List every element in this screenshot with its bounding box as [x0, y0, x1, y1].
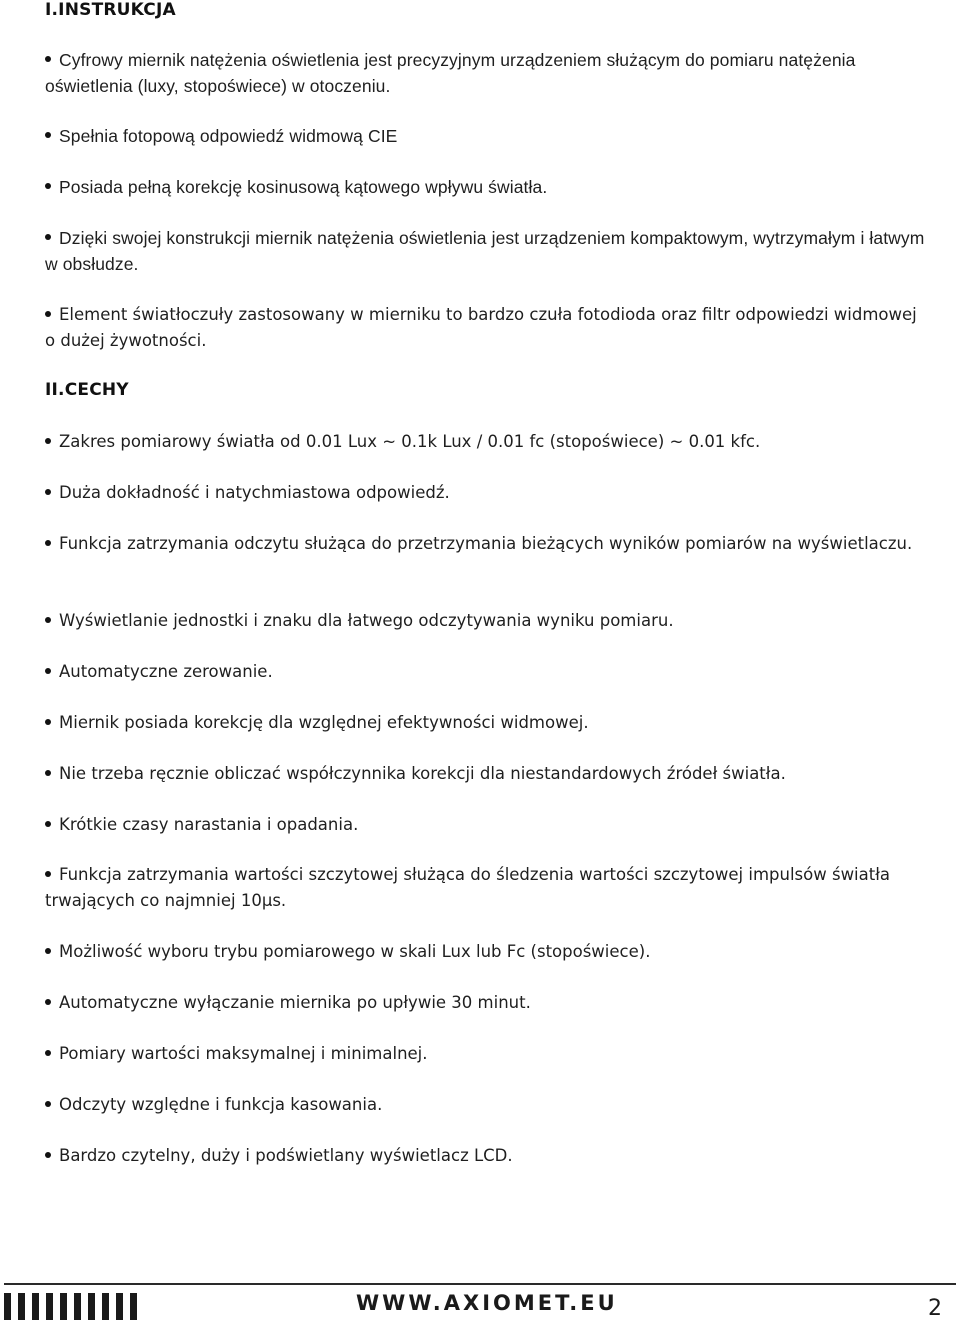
list-item: Spełnia fotopową odpowiedź widmową CIE [45, 123, 925, 149]
list-item: Wyświetlanie jednostki i znaku dla łatwego odczytywania wyniku pomiaru. [45, 608, 925, 634]
footer-website: WWW.AXIOMET.EU [356, 1291, 618, 1315]
footer-stripes-logo [4, 1293, 137, 1320]
bullet-icon [45, 617, 51, 623]
list-item: Odczyty względne i funkcja kasowania. [45, 1092, 925, 1118]
bullet-icon [45, 871, 51, 877]
bullet-icon [45, 438, 51, 444]
list-item: Funkcja zatrzymania wartości szczytowej służąca do śledzenia wartości szczytowej impulsów światła trwających co najmniej 10µs. [45, 865, 891, 910]
list-item: Bardzo czytelny, duży i podświetlany wyświetlacz LCD. [45, 1143, 925, 1169]
bullet-icon [45, 719, 51, 725]
list-item: Dzięki swojej konstrukcji miernik natężenia oświetlenia jest urządzeniem kompaktowym, wytrzymałym i łatwym w obsłudze. [45, 228, 925, 274]
bullet-icon [45, 540, 51, 546]
bullet-icon [45, 948, 51, 954]
list-item: Miernik posiada korekcję dla względnej efektywności widmowej. [45, 710, 925, 736]
bullet-icon [45, 489, 51, 495]
bullet-icon [45, 770, 51, 776]
bullet-icon [45, 1101, 51, 1107]
list-item: Automatyczne wyłączanie miernika po upływie 30 minut. [45, 990, 925, 1016]
bullet-icon [45, 1050, 51, 1056]
list-item: Automatyczne zerowanie. [45, 659, 925, 685]
list-item: Możliwość wyboru trybu pomiarowego w skali Lux lub Fc (stopoświece). [45, 939, 925, 965]
list-item: Nie trzeba ręcznie obliczać współczynnika korekcji dla niestandardowych źródeł światła. [45, 761, 925, 787]
bullet-icon [45, 668, 51, 674]
list-item: Posiada pełną korekcję kosinusową kątowego wpływu światła. [45, 174, 925, 200]
list-item: Cyfrowy miernik natężenia oświetlenia jest precyzyjnym urządzeniem służącym do pomiaru natężenia oświetlenia (luxy, stopoświece) w otoczeniu. [45, 50, 856, 96]
page-number: 2 [928, 1296, 942, 1321]
list-item: Krótkie czasy narastania i opadania. [45, 812, 925, 838]
bullet-icon [45, 1152, 51, 1158]
list-item: Duża dokładność i natychmiastowa odpowiedź. [45, 480, 925, 506]
section-heading-instrukcja: I.INSTRUKCJA [45, 0, 176, 20]
bullet-icon [45, 183, 51, 189]
bullet-icon [45, 999, 51, 1005]
footer-divider [4, 1283, 956, 1285]
bullet-icon [45, 311, 51, 317]
list-item: Element światłoczuły zastosowany w mierniku to bardzo czuła fotodioda oraz filtr odpowiedzi widmowej o dużej żywotności. [45, 305, 917, 350]
list-item: Funkcja zatrzymania odczytu służąca do przetrzymania bieżących wyników pomiarów na wyświetlaczu. [45, 531, 925, 557]
list-item: Pomiary wartości maksymalnej i minimalnej. [45, 1041, 925, 1067]
bullet-icon [45, 132, 51, 138]
bullet-icon [45, 234, 51, 240]
bullet-icon [45, 56, 51, 62]
bullet-icon [45, 821, 51, 827]
list-item: Zakres pomiarowy światła od 0.01 Lux ~ 0.1k Lux / 0.01 fc (stopoświece) ~ 0.01 kfc. [45, 429, 925, 455]
section-heading-cechy: II.CECHY [45, 380, 129, 400]
